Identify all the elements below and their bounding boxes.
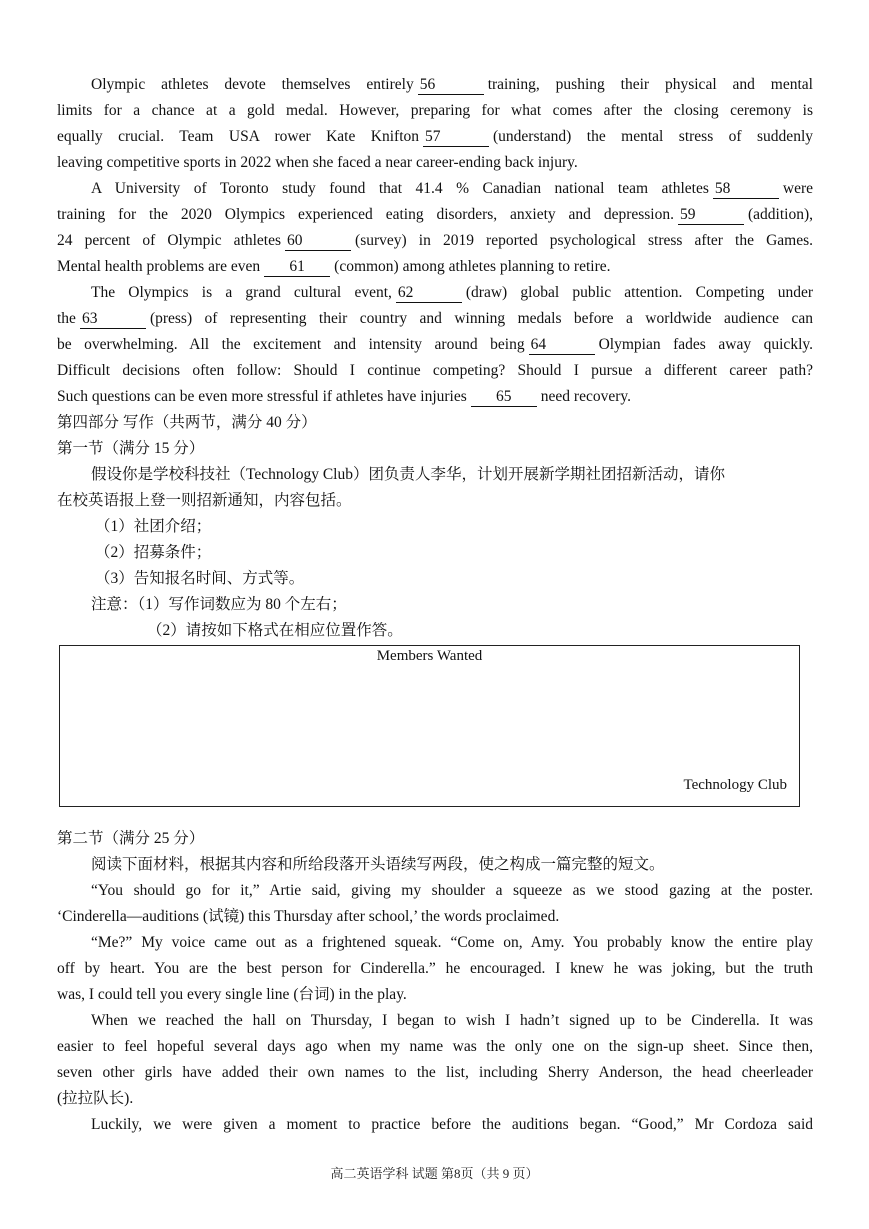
- writing-prompt: 假设你是学校科技社（Technology Club）团负责人李华，计划开展新学期社团招新活动，请你: [91, 466, 725, 483]
- grammar-fill-passage: [57, 72, 813, 644]
- story-line: ‘Cinderella—auditions (试镜) this Thursday after school,’ the words proclaimed.: [57, 908, 560, 925]
- story-line: off by heart. You are the best person for Cinderella.” he encouraged. I knew he was joking, but the truth: [57, 960, 813, 977]
- passage-line: training for the 2020 Olympics experienced eating disorders, anxiety and depression. 59 (addition),: [57, 206, 813, 223]
- passage-line: equally crucial. Team USA rower Kate Knifton 57 (understand) the mental stress of suddenly: [57, 128, 813, 145]
- blank-57[interactable]: 57: [423, 128, 489, 147]
- box-title: Members Wanted: [376, 648, 483, 664]
- blank-60[interactable]: 60: [285, 232, 351, 251]
- blank-63[interactable]: 63: [80, 310, 146, 329]
- writing-prompt: 在校英语报上登一则招新通知，内容包括。: [57, 492, 352, 509]
- passage-line: be overwhelming. All the excitement and intensity around being 64 Olympian fades away quickly.: [57, 336, 813, 353]
- part4-heading: 第四部分 写作（共两节，满分 40 分）: [57, 414, 317, 431]
- blank-64[interactable]: 64: [529, 336, 595, 355]
- story-line: “Me?” My voice came out as a frightened squeak. “Come on, Amy. You probably know the entire play: [91, 934, 813, 951]
- passage-line: 24 percent of Olympic athletes 60 (survey) in 2019 reported psychological stress after the Games.: [57, 232, 813, 249]
- passage-line: leaving competitive sports in 2022 when she faced a near career-ending back injury.: [57, 154, 578, 171]
- page-footer: 高二英语学科 试题 第8页（共 9 页）: [330, 1166, 539, 1181]
- passage-line: Such questions can be even more stressful if athletes have injuries 65 need recovery.: [57, 388, 631, 405]
- note-line: 注意：（1）写作词数应为 80 个左右；: [91, 596, 347, 613]
- note-line: （2）请按如下格式在相应位置作答。: [147, 622, 403, 639]
- blank-56[interactable]: 56: [418, 76, 484, 95]
- passage-line: Difficult decisions often follow: Should I continue competing? Should I pursue a different career path?: [57, 362, 813, 379]
- passage-line: The Olympics is a grand cultural event, 62 (draw) global public attention. Competing under: [91, 284, 813, 301]
- blank-65[interactable]: 65: [471, 388, 537, 407]
- passage-line: Olympic athletes devote themselves entirely 56 training, pushing their physical and mental: [91, 76, 813, 93]
- blank-58[interactable]: 58: [713, 180, 779, 199]
- continuation-writing: [57, 826, 813, 1138]
- story-line: (拉拉队长).: [57, 1090, 134, 1107]
- answer-box[interactable]: [59, 645, 800, 807]
- story-line: seven other girls have added their own names to the list, including Sherry Anderson, the head cheerleader: [57, 1064, 813, 1081]
- prompt-item: （3）告知报名时间、方式等。: [95, 570, 305, 587]
- blank-61[interactable]: 61: [264, 258, 330, 277]
- blank-62[interactable]: 62: [396, 284, 462, 303]
- prompt-item: （1）社团介绍；: [95, 518, 212, 535]
- story-line: “You should go for it,” Artie said, giving my shoulder a squeeze as we stood gazing at the poster.: [91, 882, 813, 899]
- story-line: Luckily, we were given a moment to practice before the auditions began. “Good,” Mr Cordoza said: [91, 1116, 813, 1133]
- section2-heading: 第二节（满分 25 分）: [57, 830, 205, 847]
- story-line: easier to feel hopeful several days ago when my name was the only one on the sign-up sheet. Since then,: [57, 1038, 813, 1055]
- section2-instruction: 阅读下面材料，根据其内容和所给段落开头语续写两段，使之构成一篇完整的短文。: [91, 856, 665, 873]
- passage-line: the 63 (press) of representing their country and winning medals before a worldwide audience can: [57, 310, 813, 327]
- story-line: When we reached the hall on Thursday, I began to wish I hadn’t signed up to be Cinderella. It was: [91, 1012, 813, 1029]
- passage-line: limits for a chance at a gold medal. However, preparing for what comes after the closing ceremony is: [57, 102, 813, 119]
- blank-59[interactable]: 59: [678, 206, 744, 225]
- passage-line: Mental health problems are even 61 (common) among athletes planning to retire.: [57, 258, 611, 275]
- story-line: was, I could tell you every single line (台词) in the play.: [57, 986, 407, 1003]
- section1-heading: 第一节（满分 15 分）: [57, 440, 205, 457]
- box-signature: Technology Club: [683, 777, 787, 793]
- passage-line: A University of Toronto study found that 41.4 % Canadian national team athletes 58 were: [91, 180, 813, 197]
- prompt-item: （2）招募条件；: [95, 544, 212, 561]
